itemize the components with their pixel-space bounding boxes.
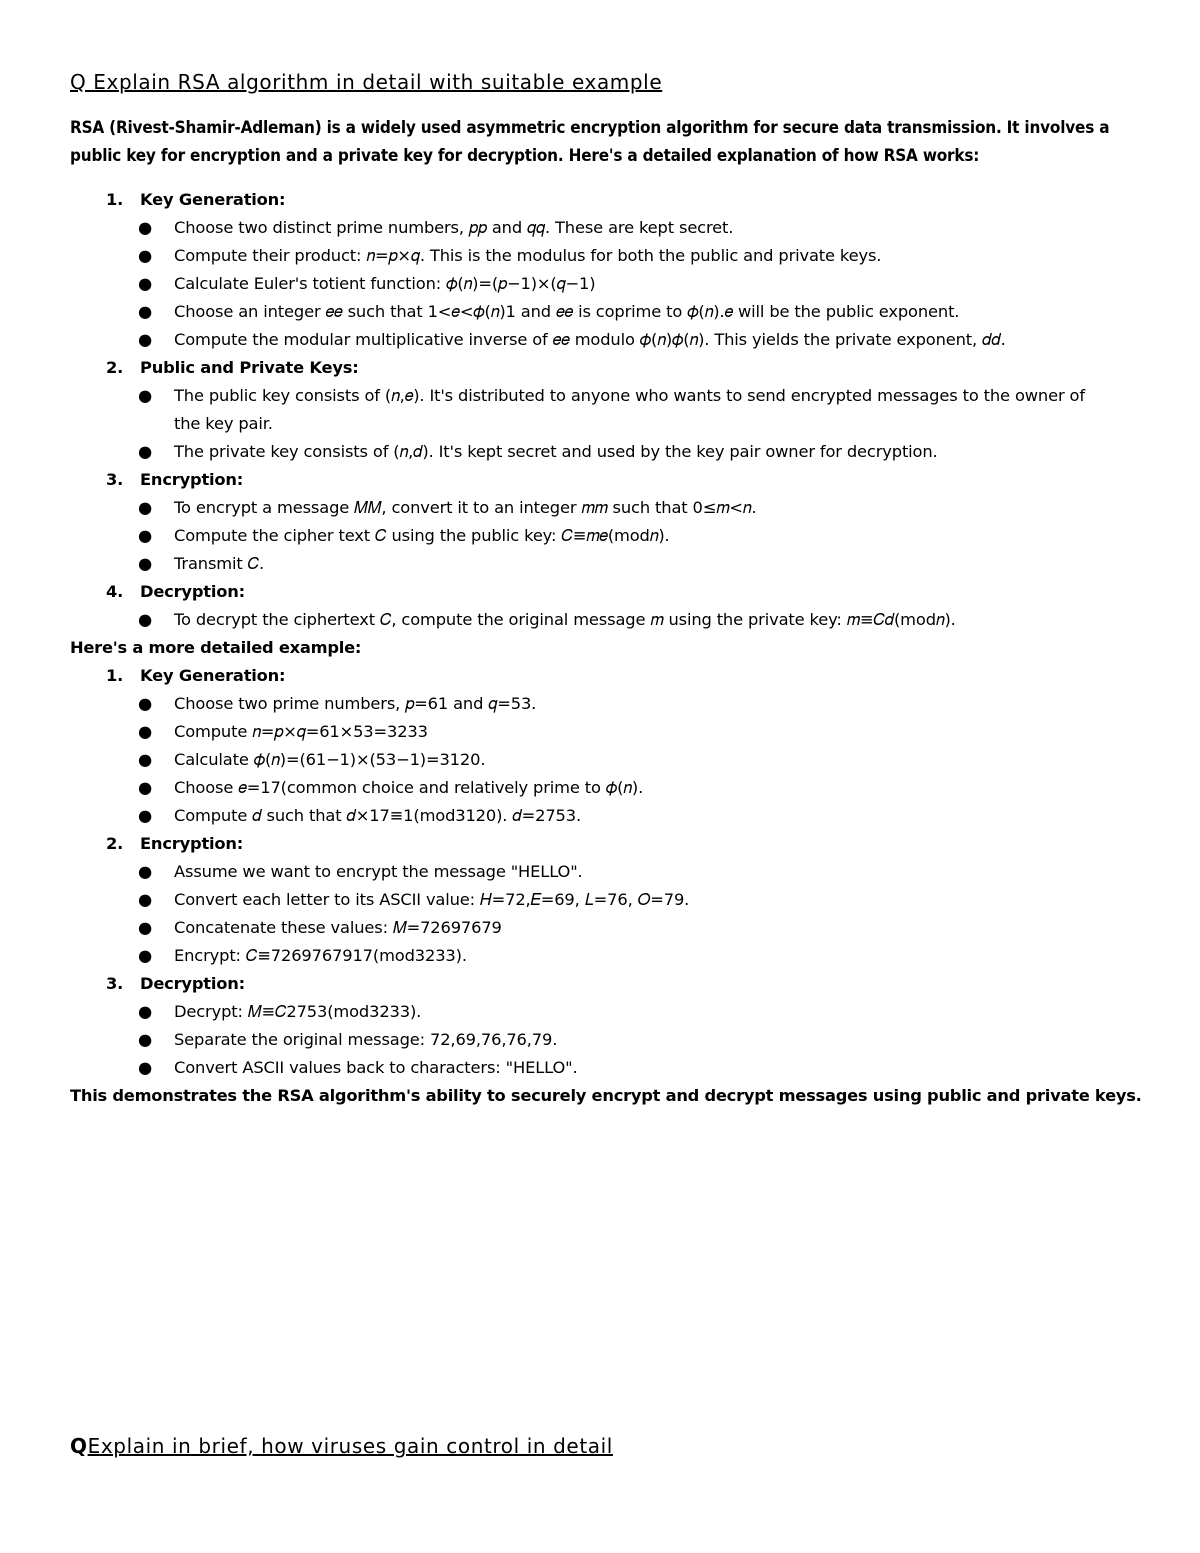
bullet-icon: ● [138, 890, 153, 909]
list-item: ● To encrypt a message 𝑀𝑀, convert it to an integer 𝑚𝑚 such that 0≤𝑚<𝑛. [174, 494, 1104, 522]
bullet-icon: ● [138, 526, 153, 545]
example-heading: Here's a more detailed example: [70, 638, 362, 657]
bullet-icon: ● [138, 694, 153, 713]
list-item: ● Calculate 𝜙(𝑛)=(61−1)×(53−1)=3120. [174, 746, 1104, 774]
bullet-icon: ● [138, 498, 153, 517]
bullet-icon: ● [138, 274, 153, 293]
step-1-heading: 1. Key Generation: [106, 190, 286, 209]
bullet-icon: ● [138, 806, 153, 825]
question-2-text: Explain in brief, how viruses gain control in detail [87, 1434, 613, 1458]
list-item: ● Choose an integer 𝑒𝑒 such that 1<𝑒<𝜙(𝑛)1 and 𝑒𝑒 is coprime to 𝜙(𝑛).𝑒 will be the public exponent. [174, 298, 1104, 326]
question-2-heading [70, 1434, 613, 1458]
bullet-icon: ● [138, 218, 153, 237]
bullet-icon: ● [138, 442, 153, 461]
list-item: ● Choose 𝑒=17(common choice and relatively prime to 𝜙(𝑛). [174, 774, 1104, 802]
bullet-icon: ● [138, 750, 153, 769]
bullet-icon: ● [138, 1002, 153, 1021]
list-item: ● Calculate Euler's totient function: 𝜙(𝑛)=(𝑝−1)×(𝑞−1) [174, 270, 1104, 298]
bullet-icon: ● [138, 330, 153, 349]
list-item: ● The private key consists of (𝑛,𝑑). It's kept secret and used by the key pair owner for decryption. [174, 438, 1104, 466]
bullet-icon: ● [138, 778, 153, 797]
example-step-3-heading: 3. Decryption: [106, 974, 245, 993]
list-item: ● Separate the original message: 72,69,76,76,79. [174, 1026, 1104, 1054]
list-item: ● Choose two prime numbers, 𝑝=61 and 𝑞=53. [174, 690, 1104, 718]
step-4-heading: 4. Decryption: [106, 582, 245, 601]
list-item: ● Convert ASCII values back to characters: "HELLO". [174, 1054, 1104, 1082]
example-step-2-heading: 2. Encryption: [106, 834, 244, 853]
list-item: ● Assume we want to encrypt the message "HELLO". [174, 858, 1104, 886]
list-item: ● Encrypt: 𝐶≡7269767917(mod3233). [174, 942, 1104, 970]
bullet-icon: ● [138, 610, 153, 629]
list-item: ● The public key consists of (𝑛,𝑒). It's distributed to anyone who wants to send encrypted messages to the owner of the key pair. [174, 382, 1104, 438]
bullet-icon: ● [138, 946, 153, 965]
bullet-icon: ● [138, 302, 153, 321]
conclusion-paragraph: This demonstrates the RSA algorithm's ability to securely encrypt and decrypt messages using public and private keys. [70, 1086, 1142, 1105]
step-2-heading: 2. Public and Private Keys: [106, 358, 359, 377]
bullet-icon: ● [138, 1030, 153, 1049]
example-step-1-heading: 1. Key Generation: [106, 666, 286, 685]
question-1-heading: Q Explain RSA algorithm in detail with suitable example [70, 70, 663, 94]
bullet-icon: ● [138, 554, 153, 573]
bullet-icon: ● [138, 386, 153, 405]
list-item: ● Compute the cipher text 𝐶 using the public key: 𝐶≡𝑚𝑒(mod𝑛). [174, 522, 1104, 550]
bullet-icon: ● [138, 862, 153, 881]
step-3-heading: 3. Encryption: [106, 470, 244, 489]
rsa-intro-paragraph: RSA (Rivest-Shamir-Adleman) is a widely used asymmetric encryption algorithm for secure data transmission. It involves a public key for encryption and a private key for decryption. Here's a detailed explanation of how RSA works: [70, 118, 1110, 166]
bullet-icon: ● [138, 1058, 153, 1077]
bullet-icon: ● [138, 246, 153, 265]
list-item: ● Compute 𝑑 such that 𝑑×17≡1(mod3120). 𝑑=2753. [174, 802, 1104, 830]
list-item: ● Decrypt: 𝑀≡𝐶2753(mod3233). [174, 998, 1104, 1026]
list-item: ● Compute the modular multiplicative inverse of 𝑒𝑒 modulo 𝜙(𝑛)𝜙(𝑛). This yields the private exponent, 𝑑𝑑. [174, 326, 1104, 354]
bullet-icon: ● [138, 722, 153, 741]
list-item: ● Transmit 𝐶. [174, 550, 1104, 578]
list-item: ● Compute 𝑛=𝑝×𝑞=61×53=3233 [174, 718, 1104, 746]
bullet-icon: ● [138, 918, 153, 937]
list-item: ● Choose two distinct prime numbers, 𝑝𝑝 and 𝑞𝑞. These are kept secret. [174, 214, 1104, 242]
list-item: ● Convert each letter to its ASCII value: 𝐻=72,𝐸=69, 𝐿=76, 𝑂=79. [174, 886, 1104, 914]
question-2-label: Q [70, 1434, 88, 1458]
list-item: ● To decrypt the ciphertext 𝐶, compute the original message 𝑚 using the private key: 𝑚≡𝐶𝑑(mod𝑛). [174, 606, 1104, 634]
list-item: ● Concatenate these values: 𝑀=72697679 [174, 914, 1104, 942]
list-item: ● Compute their product: 𝑛=𝑝×𝑞. This is the modulus for both the public and private keys. [174, 242, 1104, 270]
